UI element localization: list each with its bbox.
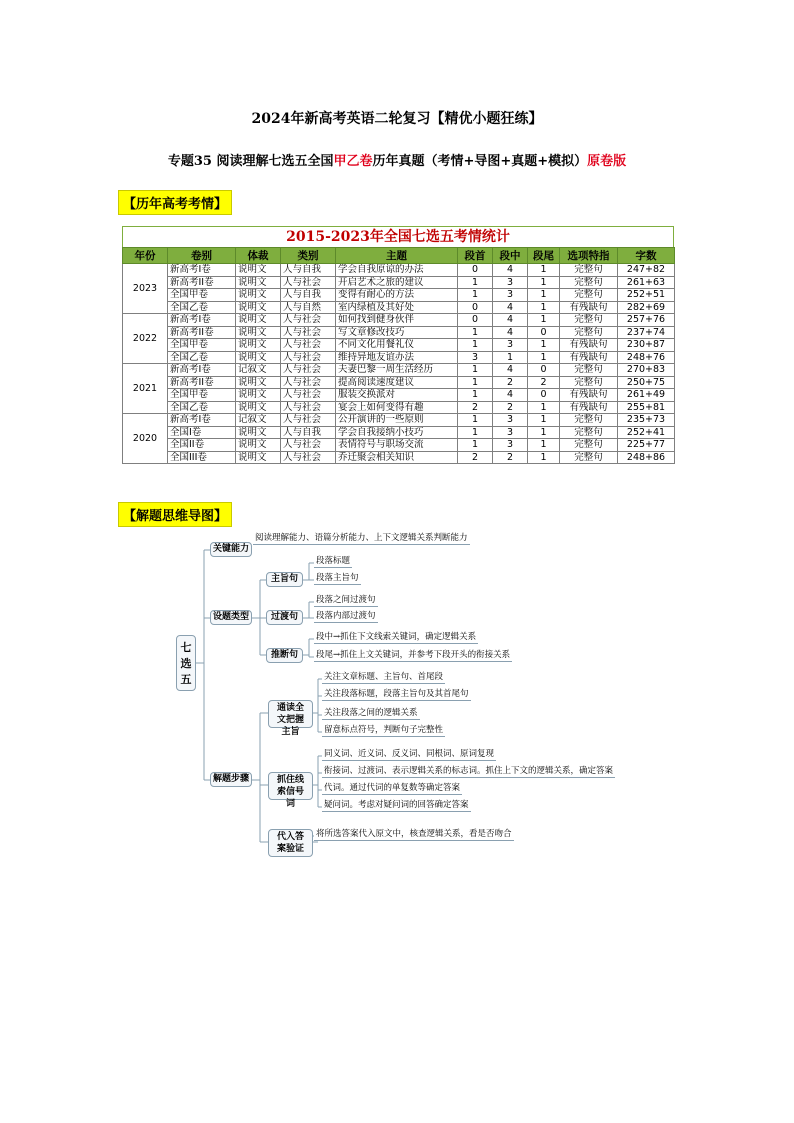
section-label-mindmap: 【解题思维导图】 [118,502,232,527]
table-row [123,376,675,389]
table-cell: 记叙文 [236,414,281,427]
table-cell: 人与自我 [281,264,336,277]
table-cell: 室内绿植及其好处 [336,301,458,314]
table-cell: 人与社会 [281,414,336,427]
table-header-cell: 段中 [493,248,528,264]
table-cell: 全国乙卷 [168,401,236,414]
table-row [123,364,675,377]
table-row [123,451,675,464]
leaf-inference-1: 段中→抓住下文线索关键词，确定逻辑关系 [316,632,477,642]
table-cell: 1 [458,376,493,389]
table-row [123,326,675,339]
leaf-read-3: 关注段落之间的逻辑关系 [324,708,418,718]
table-cell: 学会自我原谅的办法 [336,264,458,277]
table-cell: 全国I卷 [168,426,236,439]
table-cell: 225+77 [618,439,675,452]
table-cell: 1 [528,351,560,364]
table-cell: 乔迁聚会相关知识 [336,451,458,464]
table-cell: 3 [493,289,528,302]
table-cell: 3 [493,276,528,289]
table-cell: 1 [458,439,493,452]
table-cell: 说明文 [236,439,281,452]
table-row [123,414,675,427]
table-cell: 3 [493,426,528,439]
table-cell: 人与社会 [281,439,336,452]
table-cell: 新高考I卷 [168,264,236,277]
mindmap-root: 七选五 [176,635,196,691]
table-cell: 2 [493,376,528,389]
table-cell: 1 [528,414,560,427]
table-row [123,301,675,314]
node-inference-sentence: 推断句 [266,648,303,663]
table-cell: 4 [493,389,528,402]
table-cell: 4 [493,301,528,314]
table-cell: 写文章修改技巧 [336,326,458,339]
leaf-clue-1: 同义词、近义词、反义词、同根词、原词复现 [324,749,495,759]
table-cell: 1 [458,414,493,427]
table-cell: 维持异地友谊办法 [336,351,458,364]
table-cell: 学会自我接纳小技巧 [336,426,458,439]
table-header-cell: 选项特指 [560,248,618,264]
table-header-cell: 字数 [618,248,675,264]
leaf-topic-2: 段落主旨句 [316,573,359,583]
table-cell: 表情符号与职场交流 [336,439,458,452]
table-cell: 全国III卷 [168,451,236,464]
table-cell: 248+86 [618,451,675,464]
table-header-cell: 段首 [458,248,493,264]
table-row [123,339,675,352]
table-cell: 如何找到健身伙伴 [336,314,458,327]
table-cell: 新高考II卷 [168,276,236,289]
leaf-read-1: 关注文章标题、主旨句、首尾段 [324,672,444,682]
table-cell: 有残缺句 [560,301,618,314]
table-cell: 3 [493,439,528,452]
year-cell: 2022 [123,314,168,364]
table-cell: 1 [458,426,493,439]
table-row [123,314,675,327]
subtitle-suffix: 原卷版 [587,154,627,169]
leaf-clue-4: 疑问词。考虑对疑问词的回答确定答案 [324,800,469,810]
table-cell: 1 [493,351,528,364]
table-cell: 新高考II卷 [168,376,236,389]
table-cell: 全国II卷 [168,439,236,452]
table-cell: 2 [493,401,528,414]
node-transition-sentence: 过渡句 [266,610,303,625]
table-cell: 宴会上如何变得有趣 [336,401,458,414]
table-cell: 有残缺句 [560,401,618,414]
year-cell: 2023 [123,264,168,314]
node-solving-steps: 解题步骤 [210,772,252,787]
table-cell: 1 [458,276,493,289]
table-cell: 0 [458,301,493,314]
table-cell: 人与社会 [281,364,336,377]
table-cell: 247+82 [618,264,675,277]
table-body [123,264,675,464]
table-cell: 252+51 [618,289,675,302]
node-read-through: 通读全文把握主旨 [268,700,313,728]
table-cell: 248+76 [618,351,675,364]
table-cell: 1 [528,439,560,452]
table-header-cell: 卷别 [168,248,236,264]
subtitle-prefix: 专题35 阅读理解七选五全国 [167,154,334,169]
table-cell: 1 [458,326,493,339]
table-cell: 完整句 [560,276,618,289]
table-cell: 230+87 [618,339,675,352]
table-cell: 说明文 [236,276,281,289]
table-cell: 2 [493,451,528,464]
table-cell: 有残缺句 [560,389,618,402]
table-cell: 250+75 [618,376,675,389]
table-cell: 4 [493,364,528,377]
table-cell: 记叙文 [236,364,281,377]
table-cell: 252+41 [618,426,675,439]
table-cell: 全国甲卷 [168,389,236,402]
table-row [123,389,675,402]
table-cell: 说明文 [236,289,281,302]
node-clue-words: 抓住线索信号词 [268,772,313,800]
table-cell: 0 [458,314,493,327]
table-cell: 完整句 [560,451,618,464]
table-header-cell: 体裁 [236,248,281,264]
table-cell: 说明文 [236,314,281,327]
table-cell: 人与社会 [281,351,336,364]
table-cell: 2 [458,451,493,464]
table-cell: 说明文 [236,426,281,439]
table-cell: 说明文 [236,389,281,402]
table-cell: 261+49 [618,389,675,402]
table-cell: 全国甲卷 [168,339,236,352]
table-cell: 完整句 [560,439,618,452]
leaf-topic-1: 段落标题 [316,556,351,566]
table-cell: 全国乙卷 [168,351,236,364]
leaf-clue-2: 衔接词、过渡词、表示逻辑关系的标志词。抓住上下文的逻辑关系，确定答案 [324,766,614,776]
table-cell: 255+81 [618,401,675,414]
node-question-types: 设题类型 [210,610,252,625]
year-cell: 2021 [123,364,168,414]
table-row [123,401,675,414]
table-cell: 完整句 [560,364,618,377]
table-cell: 完整句 [560,426,618,439]
node-topic-sentence: 主旨句 [266,572,303,587]
leaf-clue-3: 代词。通过代词的单复数等确定答案 [324,783,461,793]
table-cell: 完整句 [560,314,618,327]
table-cell: 说明文 [236,451,281,464]
exam-stats-table [122,247,675,464]
table-cell: 人与社会 [281,401,336,414]
table-cell: 服装交换派对 [336,389,458,402]
table-cell: 1 [528,426,560,439]
table-cell: 说明文 [236,376,281,389]
table-cell: 完整句 [560,289,618,302]
leaf-key-ability: 阅读理解能力、语篇分析能力、上下文逻辑关系判断能力 [255,533,468,543]
table-row [123,426,675,439]
table-cell: 0 [528,389,560,402]
table-cell: 提高阅读速度建议 [336,376,458,389]
table-cell: 3 [493,339,528,352]
table-cell: 人与自然 [281,301,336,314]
table-cell: 261+63 [618,276,675,289]
leaf-transition-2: 段落内部过渡句 [316,611,376,621]
table-cell: 270+83 [618,364,675,377]
table-cell: 全国乙卷 [168,301,236,314]
table-cell: 新高考II卷 [168,326,236,339]
table-row [123,351,675,364]
table-row [123,289,675,302]
table-cell: 1 [528,276,560,289]
table-cell: 2 [528,376,560,389]
table-cell: 0 [528,364,560,377]
year-cell: 2020 [123,414,168,464]
table-cell: 人与社会 [281,326,336,339]
node-key-ability: 关键能力 [210,542,252,557]
table-cell: 完整句 [560,414,618,427]
table-cell: 完整句 [560,264,618,277]
table-cell: 说明文 [236,301,281,314]
table-cell: 有残缺句 [560,351,618,364]
table-cell: 人与社会 [281,314,336,327]
page-subtitle [0,150,794,169]
table-header-cell: 年份 [123,248,168,264]
table-cell: 人与社会 [281,339,336,352]
table-cell: 人与自我 [281,426,336,439]
table-cell: 变得有耐心的方法 [336,289,458,302]
table-cell: 3 [458,351,493,364]
table-row [123,276,675,289]
table-cell: 1 [458,364,493,377]
leaf-read-4: 留意标点符号，判断句子完整性 [324,725,444,735]
table-cell: 235+73 [618,414,675,427]
table-cell: 1 [528,264,560,277]
subtitle-highlight: 甲乙卷 [333,154,373,169]
leaf-inference-2: 段尾→抓住上文关键词，并参考下段开头的衔接关系 [316,650,511,660]
table-cell: 人与社会 [281,276,336,289]
table-cell: 公开演讲的一些原则 [336,414,458,427]
table-cell: 说明文 [236,401,281,414]
table-cell: 说明文 [236,351,281,364]
table-cell: 开启艺术之旅的建议 [336,276,458,289]
table-cell: 说明文 [236,326,281,339]
table-cell: 1 [458,339,493,352]
table-row [123,264,675,277]
table-title: 2015-2023年全国七选五考情统计 [122,226,674,247]
node-verify-answer: 代入答案验证 [268,829,313,857]
table-cell: 237+74 [618,326,675,339]
table-cell: 夫妻巴黎一周生活经历 [336,364,458,377]
table-header-cell: 类别 [281,248,336,264]
table-cell: 257+76 [618,314,675,327]
leaf-transition-1: 段落之间过渡句 [316,595,376,605]
exam-stats-table-container [122,226,674,464]
leaf-read-2: 关注段落标题，段落主旨句及其首尾句 [324,689,469,699]
table-cell: 1 [528,289,560,302]
table-cell: 有残缺句 [560,339,618,352]
table-header-cell: 主题 [336,248,458,264]
table-cell: 说明文 [236,264,281,277]
table-cell: 0 [458,264,493,277]
table-cell: 4 [493,264,528,277]
table-cell: 282+69 [618,301,675,314]
table-cell: 新高考I卷 [168,314,236,327]
table-cell: 1 [528,301,560,314]
subtitle-mid: 历年真题（考情+导图+真题+模拟） [372,154,588,169]
table-cell: 人与社会 [281,389,336,402]
leaf-verify: 将所选答案代入原文中，核查逻辑关系，看是否吻合 [316,829,512,839]
table-cell: 全国甲卷 [168,289,236,302]
table-cell: 1 [528,339,560,352]
table-cell: 新高考I卷 [168,364,236,377]
table-cell: 3 [493,414,528,427]
table-cell: 新高考I卷 [168,414,236,427]
table-cell: 人与自我 [281,289,336,302]
table-cell: 说明文 [236,339,281,352]
table-cell: 完整句 [560,326,618,339]
table-header-row [123,248,675,264]
table-cell: 人与社会 [281,376,336,389]
section-label-stats: 【历年高考考情】 [118,190,232,215]
table-cell: 1 [528,401,560,414]
table-cell: 1 [528,451,560,464]
table-cell: 1 [528,314,560,327]
table-cell: 0 [528,326,560,339]
table-cell: 4 [493,314,528,327]
table-cell: 1 [458,289,493,302]
table-cell: 2 [458,401,493,414]
table-row [123,439,675,452]
table-cell: 人与社会 [281,451,336,464]
page-title: 2024年新高考英语二轮复习【精优小题狂练】 [251,111,543,127]
table-header-cell: 段尾 [528,248,560,264]
table-cell: 4 [493,326,528,339]
table-cell: 不同文化用餐礼仪 [336,339,458,352]
table-cell: 1 [458,389,493,402]
table-cell: 完整句 [560,376,618,389]
